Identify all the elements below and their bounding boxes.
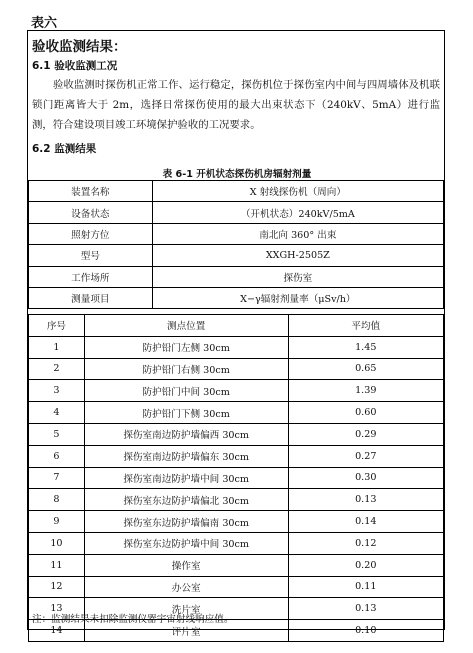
cell-no: 12 (29, 576, 85, 598)
info-row (29, 223, 444, 244)
cell-location: 探伤室南边防护墙偏东 30cm (84, 445, 288, 467)
table-row (29, 576, 444, 598)
table-row (29, 423, 444, 445)
info-row (29, 181, 444, 202)
cell-location: 探伤室南边防护墙中间 30cm (84, 467, 288, 489)
results-frame (27, 30, 445, 638)
cell-no: 7 (29, 467, 85, 489)
section-heading: 验收监测结果： (32, 39, 127, 55)
info-row (29, 287, 444, 308)
info-label: 照射方位 (29, 223, 153, 244)
cell-avg: 0.20 (288, 554, 443, 576)
cell-no: 11 (29, 554, 85, 576)
cell-location: 办公室 (84, 576, 288, 598)
table-row (29, 402, 444, 424)
info-label: 型号 (29, 245, 153, 266)
header-no: 序号 (29, 315, 85, 337)
cell-avg: 0.12 (288, 532, 443, 554)
cell-avg: 0.13 (288, 489, 443, 511)
info-row (29, 266, 444, 287)
cell-avg: 0.11 (288, 576, 443, 598)
info-value: X 射线探伤机（周向） (152, 181, 443, 202)
cell-location: 探伤室东边防护墙偏南 30cm (84, 511, 288, 533)
section-6-2-title: 6.2 监测结果 (32, 143, 97, 155)
cell-no: 13 (29, 598, 85, 620)
table-row (29, 380, 444, 402)
cell-location: 评片室 (84, 620, 288, 642)
measurement-table (28, 314, 444, 642)
cell-no: 9 (29, 511, 85, 533)
cell-location: 探伤室东边防护墙偏北 30cm (84, 489, 288, 511)
cell-avg: 1.45 (288, 336, 443, 358)
info-label: 工作场所 (29, 266, 153, 287)
cell-avg: 0.27 (288, 445, 443, 467)
cell-location: 操作室 (84, 554, 288, 576)
cell-avg: 1.39 (288, 380, 443, 402)
cell-no: 6 (29, 445, 85, 467)
cell-location: 防护铅门下侧 30cm (84, 402, 288, 424)
info-label: 测量项目 (29, 287, 153, 308)
cell-avg: 0.14 (288, 511, 443, 533)
cell-no: 10 (29, 532, 85, 554)
cell-avg: 0.65 (288, 358, 443, 380)
cell-location: 防护铅门左侧 30cm (84, 336, 288, 358)
table-note: 注：监测结果未扣除监测仪器宇宙射线响应值。 (32, 614, 234, 625)
cell-avg: 0.60 (288, 402, 443, 424)
table-row (29, 445, 444, 467)
cell-avg: 0.13 (288, 598, 443, 620)
cell-avg: 0.29 (288, 423, 443, 445)
cell-no: 3 (29, 380, 85, 402)
table-caption: 表 6-1 开机状态探伤机房辐射剂量 (162, 169, 312, 180)
table-row (29, 358, 444, 380)
cell-location: 防护铅门中间 30cm (84, 380, 288, 402)
page-label: 表六 (31, 16, 58, 31)
cell-no: 14 (29, 620, 85, 642)
info-value: XXGH-2505Z (152, 245, 443, 266)
cell-no: 5 (29, 423, 85, 445)
cell-avg: 0.30 (288, 467, 443, 489)
cell-no: 8 (29, 489, 85, 511)
info-value: （开机状态）240kV/5mA (152, 202, 443, 223)
cell-location: 探伤室南边防护墙偏西 30cm (84, 423, 288, 445)
cell-location: 探伤室东边防护墙中间 30cm (84, 532, 288, 554)
info-value: 南北向 360° 出束 (152, 223, 443, 244)
table-row (29, 511, 444, 533)
info-label: 设备状态 (29, 202, 153, 223)
cell-no: 4 (29, 402, 85, 424)
section-6-1-text: 验收监测时探伤机正常工作、运行稳定，探伤机位于探伤室内中间与四周墙体及机联锁门距离皆大于 2m，选择日常探伤使用的最大出束状态下（240kV、5mA）进行监测，符合建设项目竣工环境保护验收的工况要求。 (32, 79, 440, 131)
info-value: 探伤室 (152, 266, 443, 287)
header-location: 测点位置 (84, 315, 288, 337)
cell-avg: 0.10 (288, 620, 443, 642)
table-row (29, 532, 444, 554)
cell-location: 洗片室 (84, 598, 288, 620)
table-row (29, 554, 444, 576)
cell-location: 防护铅门右侧 30cm (84, 358, 288, 380)
cell-no: 1 (29, 336, 85, 358)
table-row (29, 467, 444, 489)
section-6-1-title: 6.1 验收监测工况 (32, 60, 118, 72)
info-value: X−γ辐射剂量率（μSv/h） (152, 287, 443, 308)
header-avg: 平均值 (288, 315, 443, 337)
device-info-table (28, 180, 444, 309)
info-label: 装置名称 (29, 181, 153, 202)
table-row (29, 336, 444, 358)
measurement-header-row (29, 315, 444, 337)
table-row (29, 489, 444, 511)
info-row (29, 202, 444, 223)
info-row (29, 245, 444, 266)
cell-no: 2 (29, 358, 85, 380)
